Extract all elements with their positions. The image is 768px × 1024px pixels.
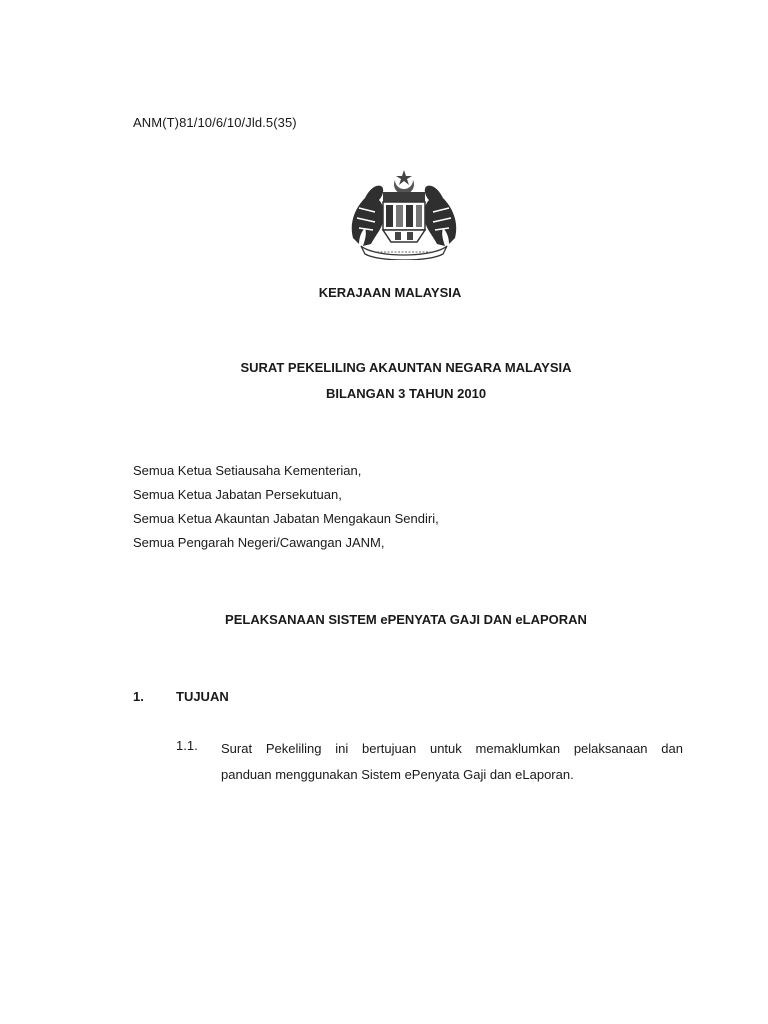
reference-number: ANM(T)81/10/6/10/Jld.5(35)	[133, 115, 297, 130]
recipient-item: Semua Ketua Jabatan Persekutuan,	[133, 487, 342, 502]
circular-title: SURAT PEKELILING AKAUNTAN NEGARA MALAYSIA	[240, 360, 572, 375]
paragraph-line: panduan menggunakan Sistem ePenyata Gaji dan eLaporan.	[221, 767, 574, 782]
recipient-item: Semua Ketua Akauntan Jabatan Mengakaun Sendiri,	[133, 511, 439, 526]
recipient-item: Semua Pengarah Negeri/Cawangan JANM,	[133, 535, 385, 550]
paragraph-line: Surat Pekeliling ini bertujuan untuk memaklumkan pelaksanaan dan	[221, 741, 683, 756]
recipient-list	[133, 459, 439, 555]
paragraph-number: 1.1.	[176, 738, 198, 753]
recipient-item: Semua Ketua Setiausaha Kementerian,	[133, 463, 362, 478]
government-heading: KERAJAAN MALAYSIA	[318, 285, 462, 300]
circular-number: BILANGAN 3 TAHUN 2010	[325, 386, 487, 401]
section-number: 1.	[133, 689, 144, 704]
subject-heading: PELAKSANAAN SISTEM ePENYATA GAJI DAN eLAPORAN	[225, 612, 587, 627]
malaysia-coat-of-arms-icon	[345, 168, 463, 260]
paragraph-text	[221, 736, 683, 788]
section-title: TUJUAN	[176, 689, 229, 704]
